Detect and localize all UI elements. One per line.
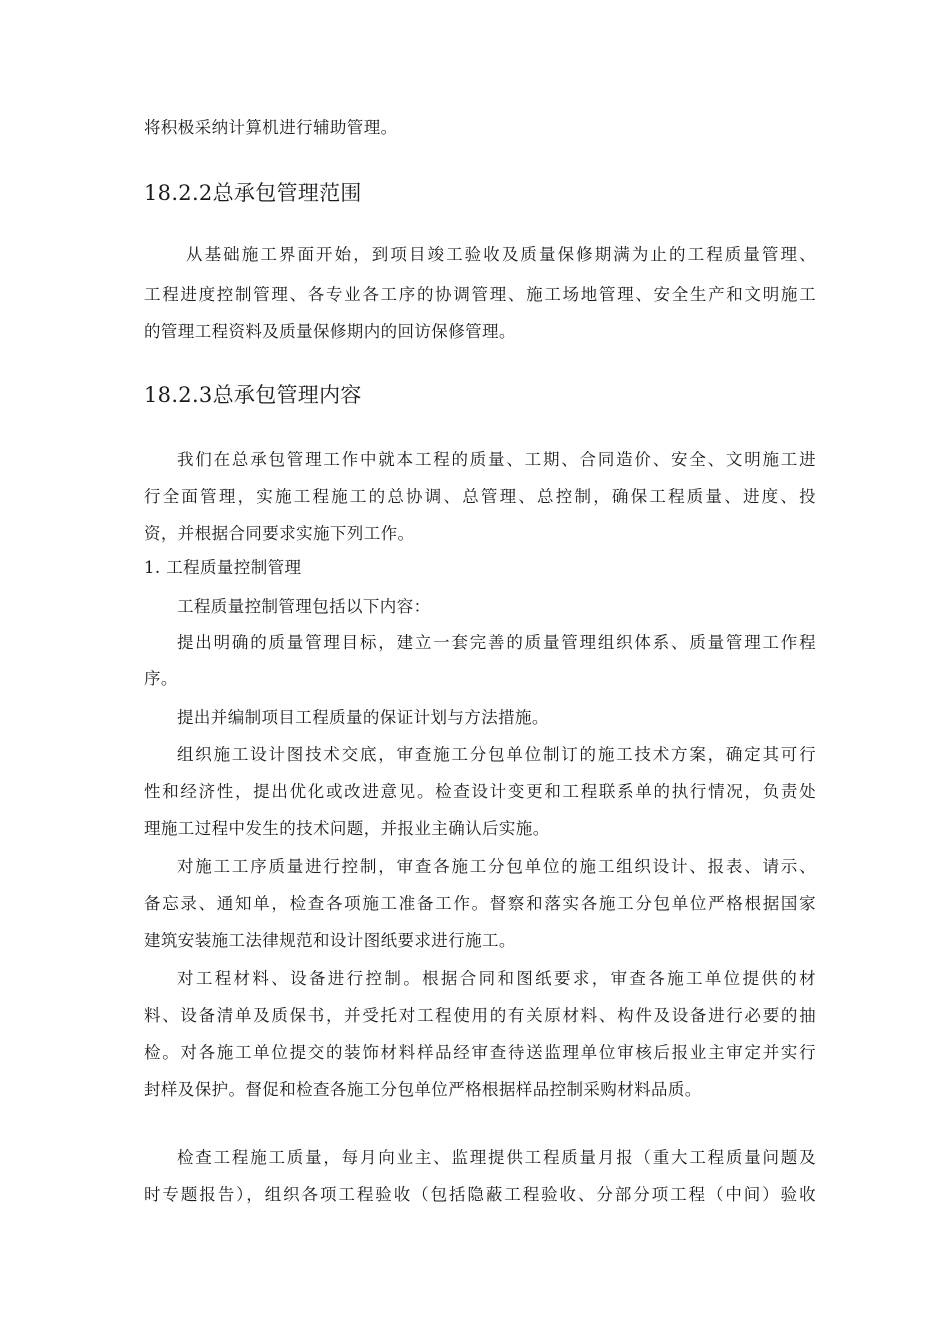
section-heading-18-2-2: 18.2.2总承包管理范围	[144, 181, 362, 205]
text-line: 提出并编制项目工程质量的保证计划与方法措施。	[177, 708, 549, 727]
text-line: 将积极采纳计算机进行辅助管理。	[144, 118, 398, 137]
text-line: 时专题报告），组织各项工程验收（包括隐蔽工程验收、分部分项工程（中间）验收	[144, 1185, 816, 1204]
text-line: 序。	[144, 669, 178, 688]
section-heading-18-2-3: 18.2.3总承包管理内容	[144, 383, 362, 407]
text-line: 工程进度控制管理、各专业各工序的协调管理、施工场地管理、安全生产和文明施工	[144, 285, 816, 304]
text-line: 行全面管理，实施工程施工的总协调、总管理、总控制，确保工程质量、进度、投	[144, 487, 816, 506]
text-line: 性和经济性，提出优化或改进意见。检查设计变更和工程联系单的执行情况，负责处	[144, 782, 816, 801]
text-line: 封样及保护。督促和检查各施工分包单位严格根据样品控制采购材料品质。	[144, 1080, 702, 1099]
text-line: 理施工过程中发生的技术问题，并报业主确认后实施。	[144, 819, 550, 838]
text-line: 资，并根据合同要求实施下列工作。	[144, 524, 415, 543]
text-line: 料、设备清单及质保书，并受托对工程使用的有关原材料、构件及设备进行必要的抽	[144, 1006, 816, 1025]
text-line: 提出明确的质量管理目标，建立一套完善的质量管理组织体系、质量管理工作程	[177, 633, 816, 652]
text-line: 对施工工序质量进行控制，审查各施工分包单位的施工组织设计、报表、请示、	[177, 857, 816, 876]
text-line: 我们在总承包管理工作中就本工程的质量、工期、合同造价、安全、文明施工进	[177, 450, 816, 469]
text-line: 对工程材料、设备进行控制。根据合同和图纸要求，审查各施工单位提供的材	[177, 969, 816, 988]
text-line: 检查工程施工质量，每月向业主、监理提供工程质量月报（重大工程质量问题及	[177, 1148, 816, 1167]
text-line: 工程质量控制管理包括以下内容：	[177, 597, 431, 616]
text-line: 的管理工程资料及质量保修期内的回访保修管理。	[144, 322, 516, 341]
text-line: 检。对各施工单位提交的装饰材料样品经审查待送监理单位审核后报业主审定并实行	[144, 1043, 816, 1062]
text-line: 从基础施工界面开始，到项目竣工验收及质量保修期满为止的工程质量管理、	[186, 245, 816, 264]
list-item-heading: 1. 工程质量控制管理	[144, 558, 302, 577]
text-line: 组织施工设计图技术交底，审查施工分包单位制订的施工技术方案，确定其可行	[177, 745, 816, 764]
text-line: 建筑安装施工法律规范和设计图纸要求进行施工。	[144, 931, 516, 950]
text-line: 备忘录、通知单，检查各项施工准备工作。督察和落实各施工分包单位严格根据国家	[144, 894, 816, 913]
